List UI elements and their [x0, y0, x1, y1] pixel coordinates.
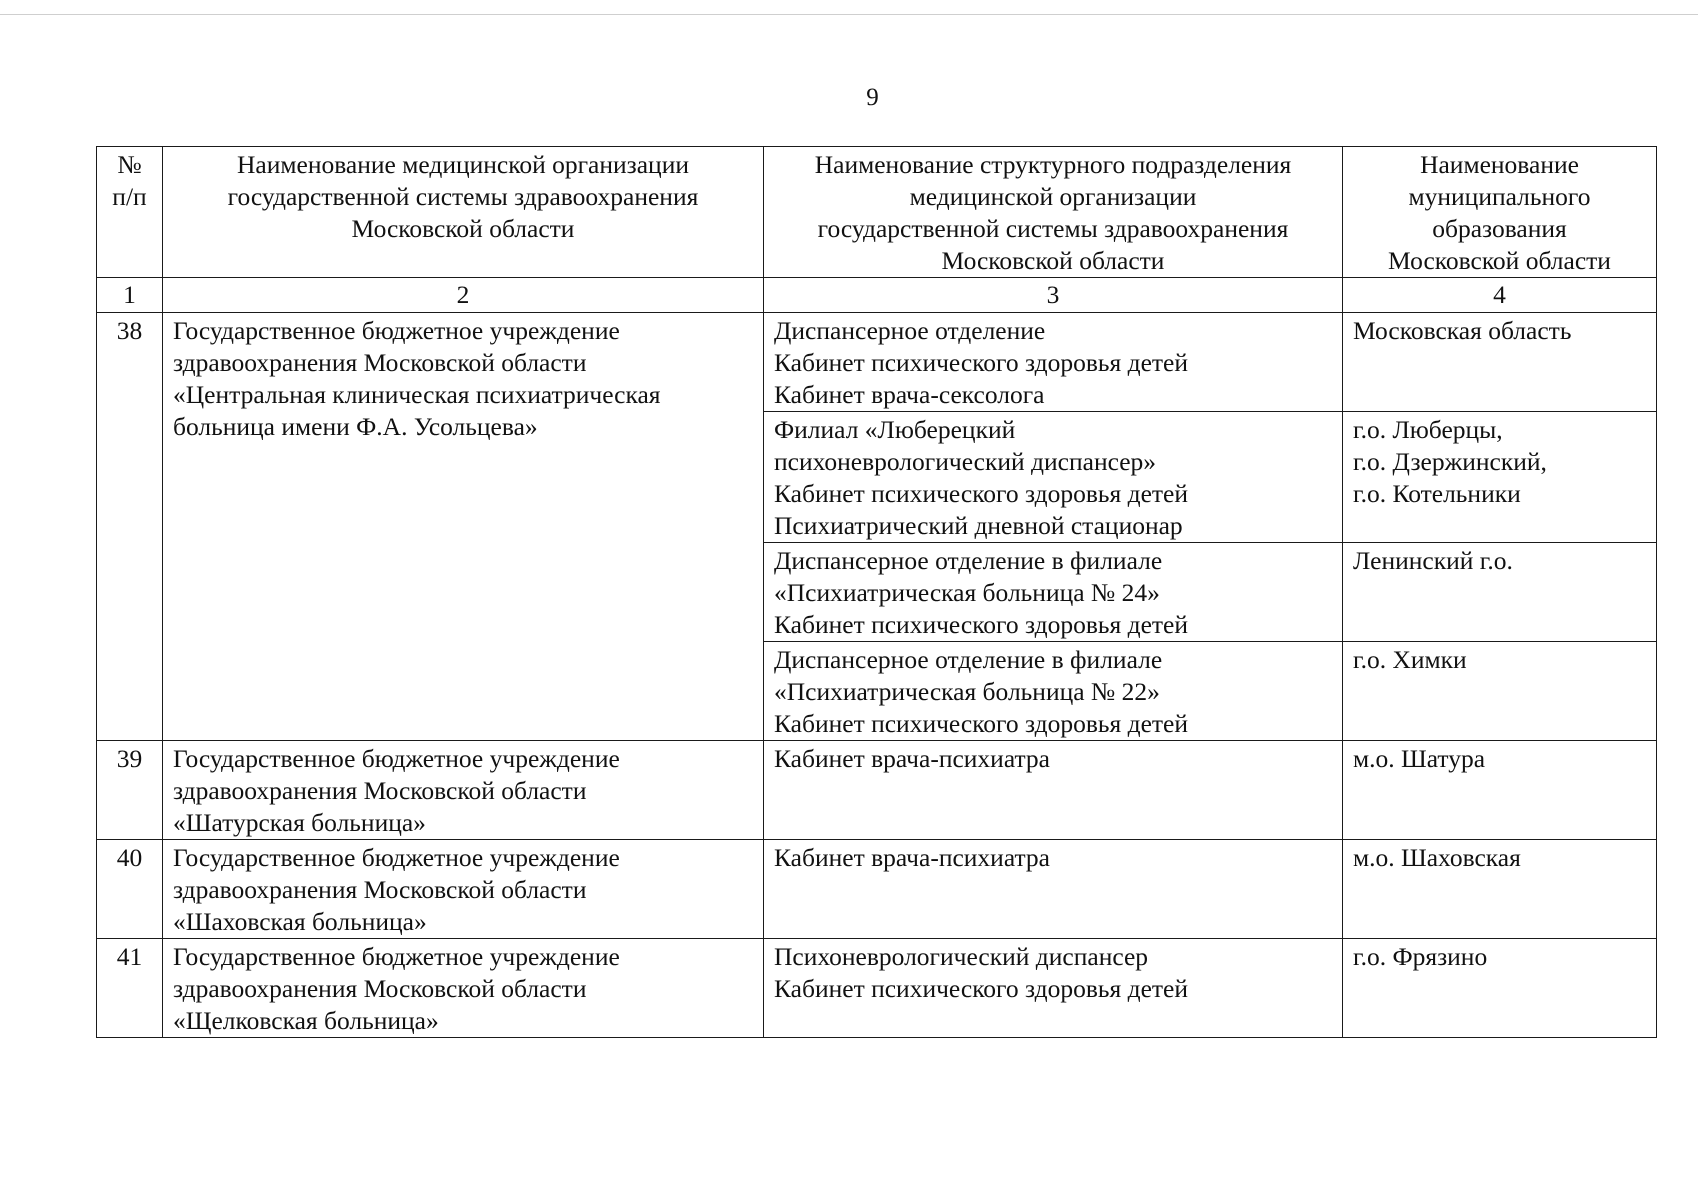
unit-name: Диспансерное отделение в филиале «Психиатрическая больница № 24» Кабинет психического здоровья детей	[764, 543, 1343, 642]
municipality-name: Ленинский г.о.	[1343, 543, 1657, 642]
table-row	[97, 741, 1657, 840]
column-number: 1	[97, 278, 163, 313]
organization-name: Государственное бюджетное учреждение здравоохранения Московской области «Шатурская больница»	[163, 741, 764, 840]
municipality-name: г.о. Химки	[1343, 642, 1657, 741]
municipality-name: м.о. Шаховская	[1343, 840, 1657, 939]
unit-name: Диспансерное отделение Кабинет психического здоровья детей Кабинет врача-сексолога	[764, 313, 1343, 412]
header-col-number: № п/п	[97, 147, 163, 278]
row-number: 39	[97, 741, 163, 840]
municipality-name: г.о. Фрязино	[1343, 939, 1657, 1038]
unit-name: Кабинет врача-психиатра	[764, 741, 1343, 840]
unit-name: Психоневрологический диспансер Кабинет психического здоровья детей	[764, 939, 1343, 1038]
table-row	[97, 939, 1657, 1038]
table-row	[97, 840, 1657, 939]
table-header-row	[97, 147, 1657, 278]
row-number: 40	[97, 840, 163, 939]
organization-name: Государственное бюджетное учреждение здравоохранения Московской области «Центральная клиническая психиатрическая больница имени Ф.А. Усольцева»	[163, 313, 764, 741]
column-number-row	[97, 278, 1657, 313]
municipality-name: м.о. Шатура	[1343, 741, 1657, 840]
column-number: 2	[163, 278, 764, 313]
organization-name: Государственное бюджетное учреждение здравоохранения Московской области «Шаховская больница»	[163, 840, 764, 939]
unit-name: Диспансерное отделение в филиале «Психиатрическая больница № 22» Кабинет психического здоровья детей	[764, 642, 1343, 741]
row-number: 41	[97, 939, 163, 1038]
organization-name: Государственное бюджетное учреждение здравоохранения Московской области «Щелковская больница»	[163, 939, 764, 1038]
municipality-name: г.о. Люберцы, г.о. Дзержинский, г.о. Котельники	[1343, 412, 1657, 543]
unit-name: Филиал «Люберецкий психоневрологический диспансер» Кабинет психического здоровья детей Психиатрический дневной стационар	[764, 412, 1343, 543]
column-number: 3	[764, 278, 1343, 313]
row-number: 38	[97, 313, 163, 741]
organizations-table	[96, 146, 1657, 1038]
unit-name: Кабинет врача-психиатра	[764, 840, 1343, 939]
table-row	[97, 313, 1657, 412]
header-col-municipality: Наименование муниципального образования Московской области	[1343, 147, 1657, 278]
scan-edge-line	[0, 14, 1698, 15]
header-col-organization: Наименование медицинской организации государственной системы здравоохранения Московской области	[163, 147, 764, 278]
page-number: 9	[866, 84, 879, 111]
municipality-name: Московская область	[1343, 313, 1657, 412]
column-number: 4	[1343, 278, 1657, 313]
header-col-unit: Наименование структурного подразделения медицинской организации государственной системы здравоохранения Московской области	[764, 147, 1343, 278]
